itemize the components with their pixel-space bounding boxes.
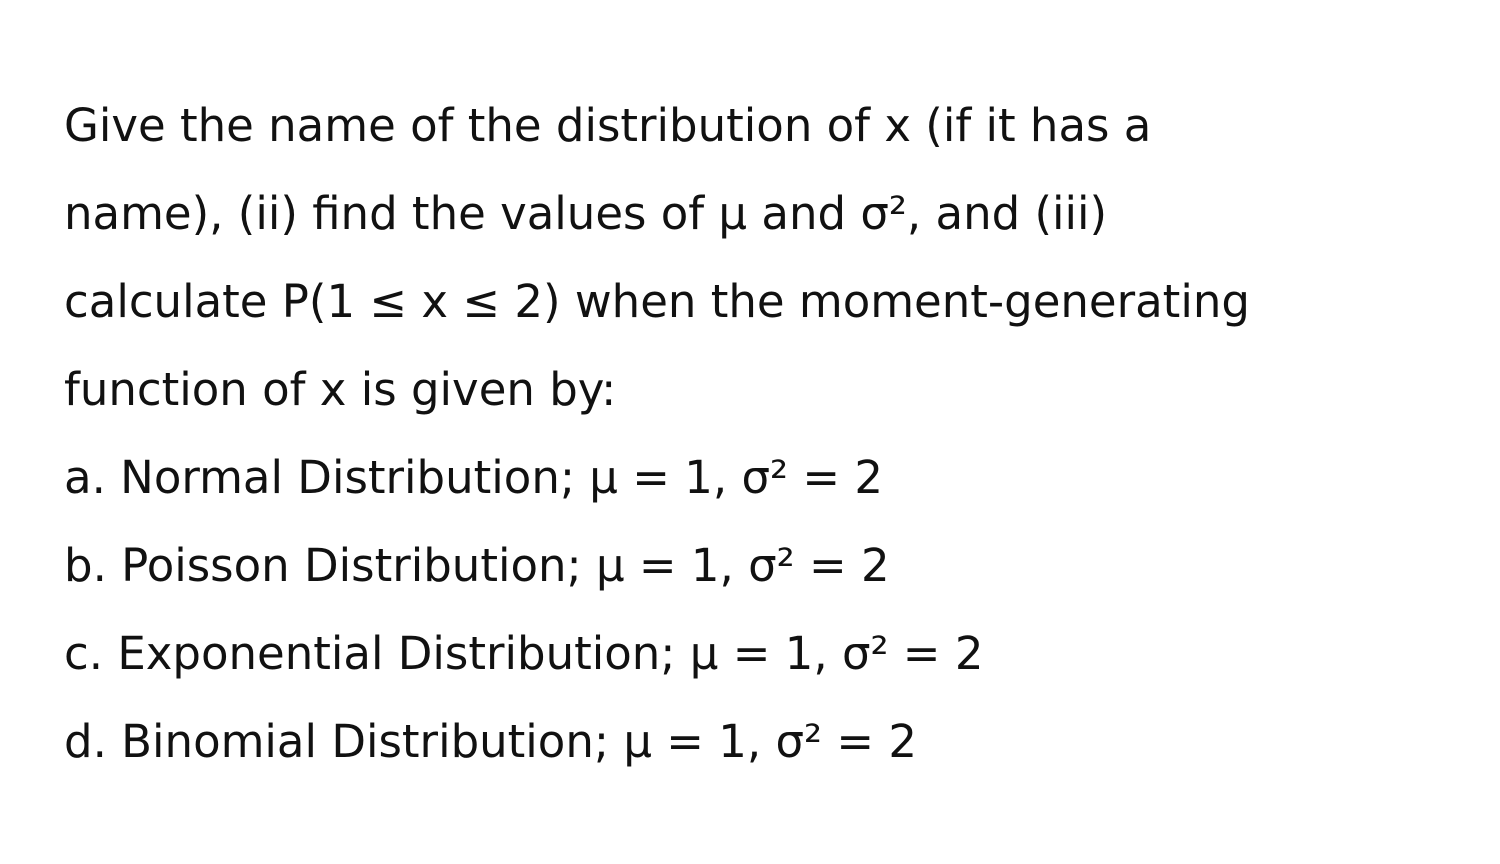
option-c: c. Exponential Distribution; μ = 1, σ² = 2 — [64, 627, 984, 680]
option-b: b. Poisson Distribution; μ = 1, σ² = 2 — [64, 539, 890, 592]
question-line: calculate P(1 ≤ x ≤ 2) when the moment-generating — [64, 275, 1250, 328]
document — [64, 82, 1464, 786]
question-line: name), (ii) find the values of μ and σ², and (iii) — [64, 187, 1108, 240]
question-line: function of x is given by: — [64, 363, 617, 416]
option-a: a. Normal Distribution; μ = 1, σ² = 2 — [64, 451, 883, 504]
option-d: d. Binomial Distribution; μ = 1, σ² = 2 — [64, 715, 918, 768]
question-line: Give the name of the distribution of x (if it has a — [64, 99, 1152, 152]
